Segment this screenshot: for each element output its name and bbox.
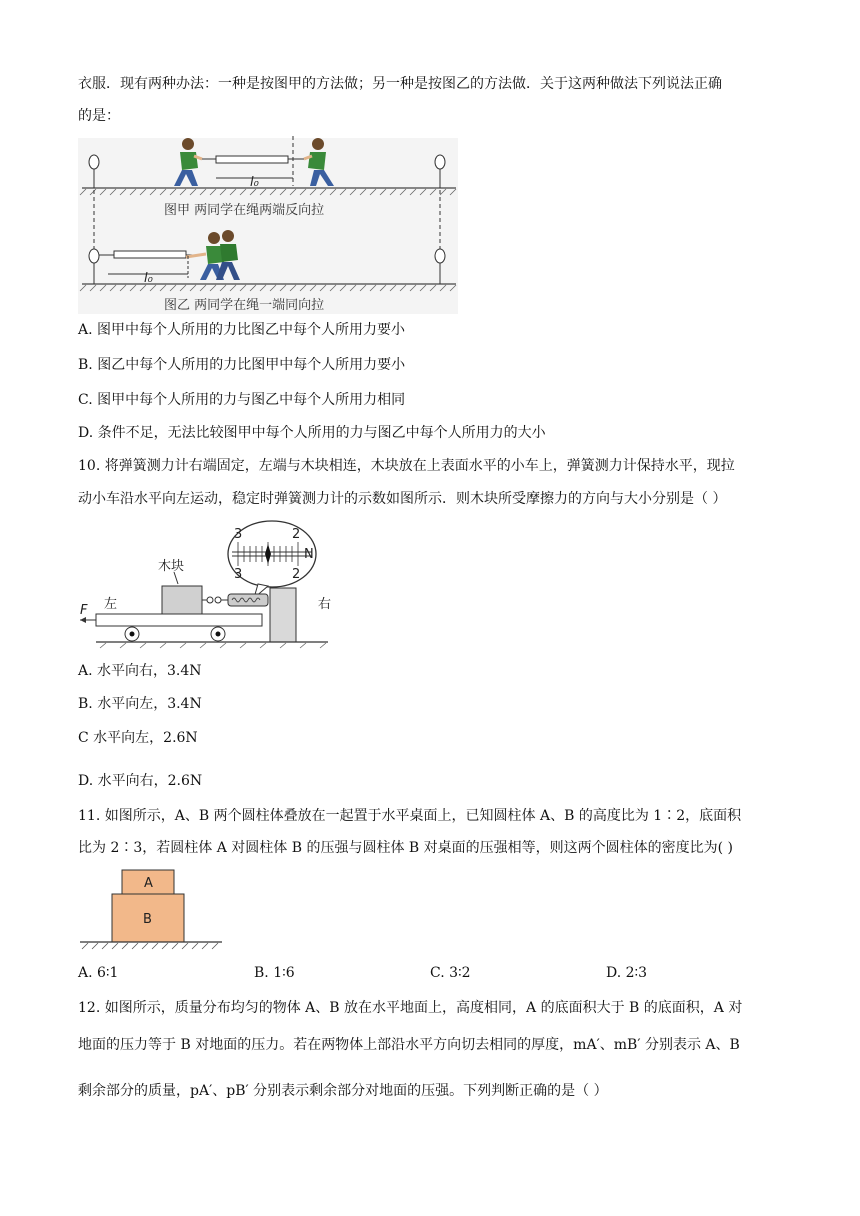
q11-option-a: A. 6∶1: [78, 965, 119, 981]
q10-stem-line2: 动小车沿水平向左运动，稳定时弹簧测力计的示数如图所示．则木块所受摩擦力的方向与大小分别是（ ）: [78, 491, 727, 507]
cylinder-a-label: A: [144, 876, 153, 891]
unit-label: N: [304, 547, 314, 562]
cylinders-figure: [78, 866, 228, 952]
scale-mark: 2: [292, 567, 301, 582]
q9-intro-line2: 的是：: [78, 108, 120, 124]
q9-option-b: B. 图乙中每个人所用的力比图甲中每个人所用力要小: [78, 357, 406, 373]
q11-option-c: C. 3∶2: [430, 965, 471, 981]
length-label-b: l₀: [144, 271, 153, 286]
q10-option-a: A. 水平向右，3.4N: [78, 663, 202, 679]
left-label: 左: [104, 597, 118, 612]
scale-mark: 3: [234, 567, 243, 582]
q9-intro-line1: 衣服．现有两种办法：一种是按图甲的方法做；另一种是按图乙的方法做．关于这两种做法下列说法正确: [78, 76, 722, 92]
force-label: F: [80, 603, 88, 618]
q10-option-d: D. 水平向右，2.6N: [78, 773, 203, 789]
q10-option-c: C 水平向左，2.6N: [78, 730, 198, 746]
q12-stem-line3: 剩余部分的质量，pA′、pB′ 分别表示剩余部分对地面的压强。下列判断正确的是（ ）: [78, 1083, 608, 1099]
q12-stem-line2: 地面的压力等于 B 对地面的压力。若在两物体上部沿水平方向切去相同的厚度，mA′、mB′ 分别表示 A、B: [78, 1037, 740, 1053]
rope-pull-figure: [78, 138, 458, 314]
length-label-a: l₀: [250, 175, 259, 190]
q11-option-d: D. 2∶3: [606, 965, 648, 981]
q12-stem-line1: 12. 如图所示，质量分布均匀的物体 A、B 放在水平地面上，高度相同，A 的底面积大于 B 的底面积，A 对: [78, 1000, 743, 1016]
cylinder-b-label: B: [143, 912, 152, 927]
block-label: 木块: [158, 559, 185, 574]
figure-caption-a: 图甲 两同学在绳两端反向拉: [164, 203, 325, 218]
spring-scale-figure: [78, 518, 338, 648]
q11-stem-line1: 11. 如图所示，A、B 两个圆柱体叠放在一起置于水平桌面上，已知圆柱体 A、B 的高度比为 1∶2，底面积: [78, 808, 742, 824]
q11-stem-line2: 比为 2∶3，若圆柱体 A 对圆柱体 B 的压强与圆柱体 B 对桌面的压强相等，则这两个圆柱体的密度比为( ): [78, 840, 734, 856]
q10-stem-line1: 10. 将弹簧测力计右端固定，左端与木块相连，木块放在上表面水平的小车上，弹簧测力计保持水平，现拉: [78, 458, 735, 474]
q9-option-a: A. 图甲中每个人所用的力比图乙中每个人所用力要小: [78, 322, 406, 338]
q11-option-b: B. 1∶6: [254, 965, 295, 981]
q10-option-b: B. 水平向左，3.4N: [78, 696, 202, 712]
scale-mark: 3: [234, 527, 243, 542]
figure-caption-b: 图乙 两同学在绳一端同向拉: [164, 298, 325, 313]
scale-mark: 2: [292, 527, 301, 542]
q9-option-d: D. 条件不足，无法比较图甲中每个人所用的力与图乙中每个人所用力的大小: [78, 425, 546, 441]
right-label: 右: [318, 597, 332, 612]
q9-option-c: C. 图甲中每个人所用的力与图乙中每个人所用力相同: [78, 392, 406, 408]
